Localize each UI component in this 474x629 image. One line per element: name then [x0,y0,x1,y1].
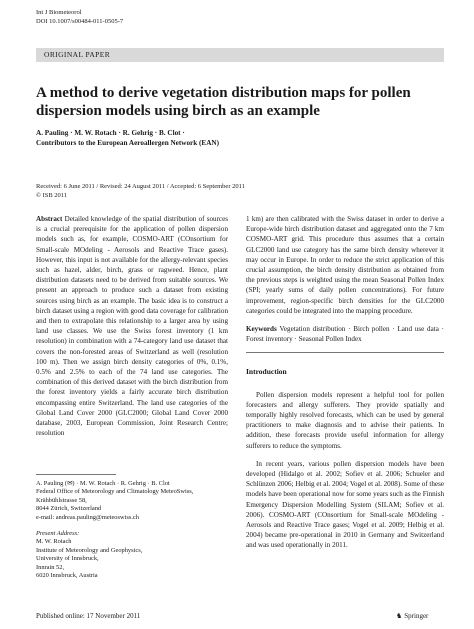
aff-line-4: 8044 Zürich, Switzerland [36,505,102,513]
introduction-heading: Introduction [246,367,287,377]
present-line-2: Institute of Meteorology and Geophysics, [36,546,143,554]
present-line-1: M. W. Rotach [36,538,72,546]
journal-header [36,8,123,26]
springer-horse-icon: ♞ [396,612,403,620]
left-column [36,214,228,438]
dates-block [36,182,444,200]
present-address-label: Present Address: [36,530,80,538]
abstract-label: Abstract [36,215,63,223]
abstract-text-right: 1 km) are then calibrated with the Swiss dataset in order to derive a Europe-wide birch distribution dataset and aggregated onto the 7 km COSMO-ART grid. This procedure thus assumes that a certain GLC2000 land use category has the same birch density wherever it may occur in Europe. In order to reduce the strict application of this crucial assumption, the birch density distribution as obtained from the previous steps is weighted using the mean Seasonal Pollen Index (SPI; yearly sums of daily pollen concentrations). For future improvement, region-specific birch densities for the GLC2000 categories could be integrated into the mapping procedure. [246,215,444,315]
present-line-3: University of Innsbruck, [36,555,99,563]
doi: DOI 10.1007/s00484-011-0505-7 [36,18,124,25]
section-tag-bar [36,48,444,62]
aff-email[interactable]: e-mail: andreas.pauling@meteoswiss.ch [36,513,139,521]
author-names: A. Pauling · M. W. Rotach · R. Gehrig · B. Clot · [36,129,185,137]
publisher-name: Springer [404,612,429,620]
intro-paragraph-2: In recent years, various pollen dispersion models have been developed (Hidalgo et al. 2002; Sofiev et al. 2006; Schueler and Schlünzen 2006; Helbig et al. 2004; Vogel et al. 2008). Some of these models have been operational now for some years such as the Finnish Emergency Dispersion Modelling System (SILAM; Sofiev et al. 2006). COSMO-ART (COnsortium for Small-scale MOdeling - Aerosols and Reactive Trace gases; Vogel et al. 2009; Helbig et al. 2004) became pre-operational in 2010 in Germany and Switzerland and was used operationally in 2011. [246,459,444,550]
affiliations-block [36,474,228,580]
keywords-label: Keywords [246,325,277,334]
published-online: Published online: 17 November 2011 [36,612,141,620]
aff-line-1: A. Pauling (✉) · M. W. Rotach · R. Gehrig · B. Clot [36,480,170,487]
intro-paragraph-1: Pollen dispersion models represent a helpful tool for pollen forecasters and allergy sufferers. They provide spatially and temporally highly resolved forecasts, which can be used by general practitioners to make diagnosis and to advise their patients. In addition, these forecasts provide useful information for allergy sufferers to reduce the symptoms. [246,390,444,450]
author-contributors: Contributors to the European Aeroallergen Network (EAN) [36,139,219,147]
received-dates: Received: 6 June 2011 / Revised: 24 August 2011 / Accepted: 6 September 2011 [36,183,245,190]
journal-name: Int J Biometeorol [36,9,82,16]
authors-block [36,128,336,148]
present-line-5: 6020 Innsbruck, Austria [36,572,98,580]
aff-line-3: Krähbühlstrasse 58, [36,496,87,504]
footnote-rule [36,474,116,475]
keywords-paragraph [246,324,444,344]
present-line-4: Innrain 52, [36,563,65,571]
keywords-text: Vegetation distribution · Birch pollen · Land use data · Forest inventory · Seasonal Pollen Index [246,325,444,344]
divider [246,352,444,353]
copyright: © ISB 2011 [36,192,68,199]
publisher-logo [396,612,428,620]
abstract-paragraph [36,214,228,438]
section-tag: ORIGINAL PAPER [44,50,111,59]
aff-line-2: Federal Office of Meteorology and Climatology MeteoSwiss, [36,488,194,496]
right-column [246,214,444,551]
paper-title: A method to derive vegetation distribution maps for pollen dispersion models using birch as an example [36,85,411,119]
abstract-text-left: Detailed knowledge of the spatial distribution of sources is a crucial prerequisite for the application of pollen dispersion models such as, for example, COSMO-ART (COnsortium for Small-scale MOdeling - Aerosols and Reactive Trace gases). However, this input is not available for the allergy-relevant species such as hazel, alder, birch, grass or ragweed. Hence, plant distribution datasets need to be derived from suitable sources. We present an approach to produce such a dataset from existing sources using birch as an example. The basic idea is to construct a birch dataset using a region with good data coverage for calibration and then to extrapolate this relationship to a larger area by using land use classes. We use the Swiss forest inventory (1 km resolution) in combination with a 74-category land use dataset that covers the non-forested areas of Switzerland as well (resolution 100 m). Then we assign birch density categories of 0%, 0.1%, 0.5% and 2.5% to each of the 74 land use categories. The combination of this derived dataset with the birch distribution from the forest inventory yields a fairly accurate birch distribution encompassing entire Switzerland. The land use categories of the Global Land Cover 2000 (GLC2000; Global Land Cover 2000 database, 2003, European Commission, Joint Research Centre; resolution [36,215,228,438]
